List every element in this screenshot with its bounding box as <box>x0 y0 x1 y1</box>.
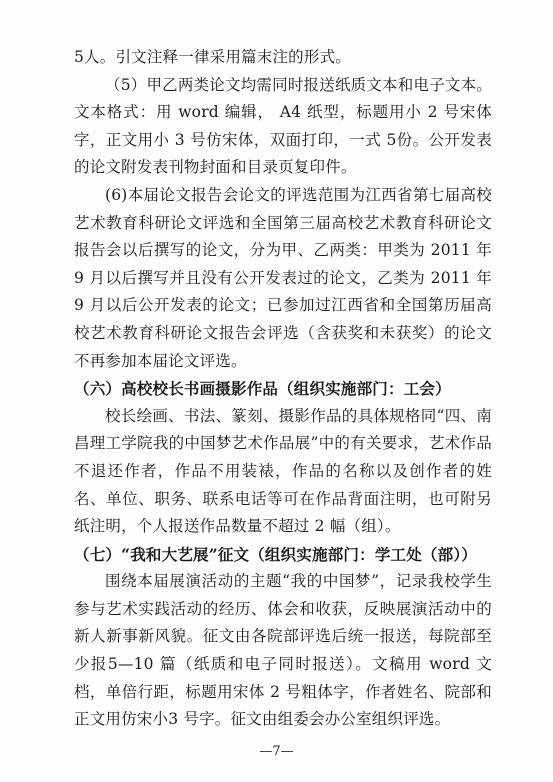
section-7-heading: （七）“我和大艺展”征文（组织实施部门：学工处（部）） <box>74 544 477 564</box>
paragraph-continuation: 5人。引文注释一律采用篇末注的形式。 <box>74 48 351 66</box>
page-number: —7— <box>259 744 294 759</box>
section-6-heading: （六）高校校长书画摄影作品（组织实施部门：工会） <box>74 379 451 399</box>
document-body <box>74 44 492 734</box>
paragraph-item-6: (6)本届论文报告会论文的评选范围为江西省第七届高校艺术教育科研论文评选和全国第三届高校艺术教育科研论文报告会以后撰写的论文，分为甲、乙两类：甲类为 2011 年 9 月以后撰写并且没有公开发表过的论文，乙类为 2011 年 9 月以后公开发表的论文；已参加过江西省和全国第历届高校艺术教育科研论文报告会评选（含获奖和未获奖）的论文不再参加本届论文评选。 <box>74 185 492 370</box>
paragraph-item-5: （5）甲乙两类论文均需同时报送纸质文本和电子文本。文本格式：用 word 编辑， A4 纸型，标题用小 2 号宋体字，正文用小 3 号仿宋体，双面打印，一式 5份。公开发表的论文附发表刊物封面和目录页复印件。 <box>74 75 492 177</box>
section-7-body: 围绕本届展演活动的主题“我的中国梦”，记录我校学生参与艺术实践活动的经历、体会和收获，反映展演活动中的新人新事新风貌。征文由各院部评选后统一报送，每院部至少报5—10 篇（纸质和电子同时报送）。文稿用 word 文档，单倍行距，标题用宋体 2 号粗体字，作者姓名、院部和正文用仿宋小3 号字。征文由组委会办公室组织评选。 <box>74 572 492 729</box>
section-6-body: 校长绘画、书法、篆刻、摄影作品的具体规格同“四、南昌理工学院我的中国梦艺术作品展”中的有关要求，艺术作品不退还作者，作品不用装裱，作品的名称以及创作者的姓名、单位、职务、联系电话等可在作品背面注明，也可附另纸注明，个人报送作品数量不超过 2 幅（组）。 <box>74 406 492 536</box>
